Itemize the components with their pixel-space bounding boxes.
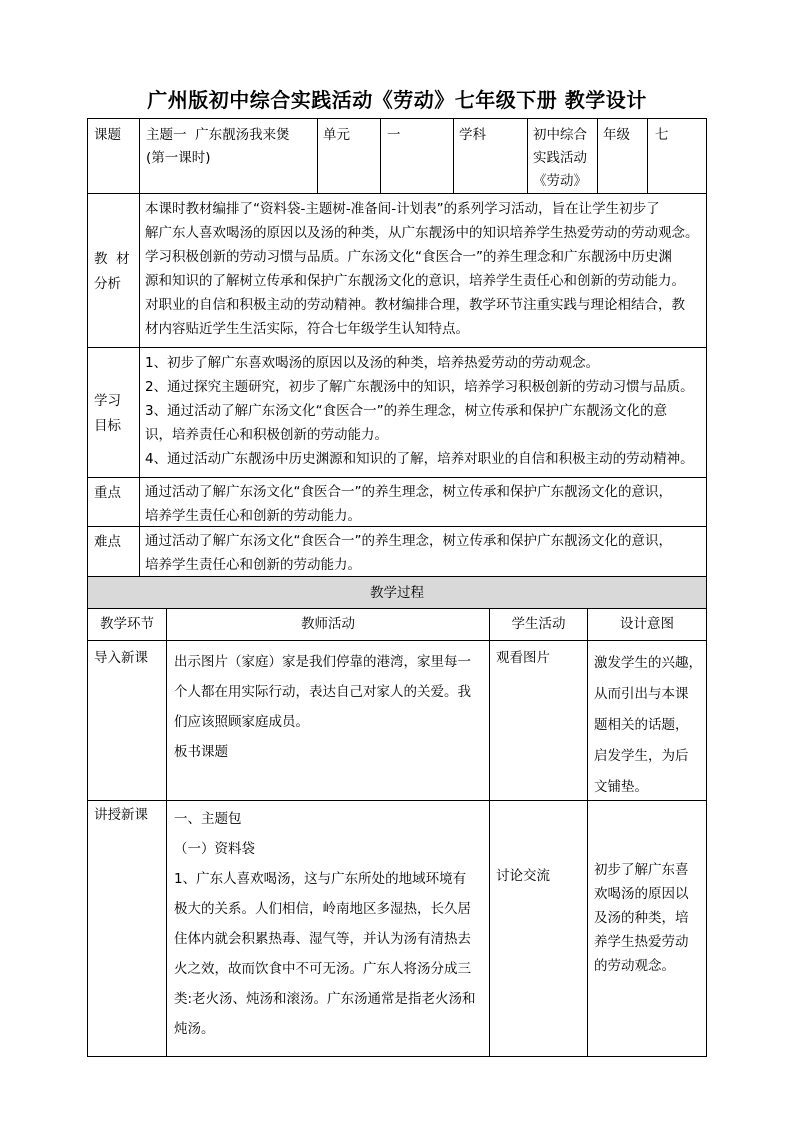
teacher-line: （一）资料袋: [174, 841, 255, 857]
key-point-line: 培养学生责任心和创新的劳动能力。: [145, 508, 361, 524]
row-divider: [87, 347, 707, 348]
teacher-line: 出示图片（家庭）家是我们停靠的港湾，家里每一: [174, 654, 471, 670]
teacher-line: 们应该照顾家庭成员。: [174, 714, 309, 730]
row-divider: [87, 477, 707, 478]
key-point-line: 通过活动了解广东汤文化“食医合一”的养生理念，树立传承和保护广东靓汤文化的意识，: [145, 484, 672, 500]
grade-value: 七: [655, 127, 669, 143]
column-header-student: 学生活动: [511, 616, 566, 632]
process-header: 教学过程: [370, 585, 424, 601]
intro-student-activity: 观看图片: [496, 650, 550, 666]
document-title: 广州版初中综合实践活动《劳动》七年级下册 教学设计: [147, 88, 647, 112]
analysis-text: [145, 197, 699, 341]
objective-line: 2、通过探究主题研究，初步了解广东靓汤中的知识，培养学习积极创新的劳动习惯与品质。: [145, 379, 694, 395]
intent-line: 从而引出与本课: [594, 686, 689, 702]
column-divider: [166, 608, 167, 1057]
key-points-label: 重点: [94, 485, 121, 501]
grade-label: 年级: [603, 127, 630, 143]
objective-line: 4、通过活动广东靓汤中历史渊源和知识的了解，培养对职业的自信和积极主动的劳动精神。: [145, 451, 694, 467]
teacher-line: 类:老火汤、炖汤和滚汤。广东汤通常是指老火汤和: [174, 991, 476, 1007]
objective-line: 1、初步了解广东喜欢喝汤的原因以及汤的种类，培养热爱劳动的劳动观念。: [145, 355, 600, 371]
intent-line: 题相关的话题，: [594, 717, 689, 733]
column-divider: [587, 608, 588, 1057]
intent-line: 激发学生的兴趣，: [594, 655, 702, 671]
intent-line: 欢喝汤的原因以: [594, 886, 689, 902]
lecture-design-intent: [594, 858, 689, 978]
difficulty-line: 培养学生责任心和创新的劳动能力。: [145, 557, 361, 573]
subject-label: 学科: [459, 127, 486, 143]
column-divider: [647, 118, 648, 193]
intent-line: 初步了解广东喜: [594, 862, 689, 878]
analysis-line: 解广东人喜欢喝汤的原因以及汤的种类，从广东靓汤中的知识培养学生热爱劳动的劳动观念。: [145, 225, 699, 241]
difficulties-label: 难点: [94, 534, 121, 550]
analysis-line: 对职业的自信和积极主动的劳动精神。教材编排合理，教学环节注重实践与理论相结合，教: [145, 297, 685, 313]
intent-line: 启发学生，为后: [594, 748, 689, 764]
column-divider: [453, 118, 454, 193]
row-divider: [87, 193, 707, 194]
column-divider: [489, 608, 490, 1057]
column-divider: [527, 118, 528, 193]
row-divider: [87, 640, 707, 641]
analysis-line: 材内容贴近学生生活实际，符合七年级学生认知特点。: [145, 321, 469, 337]
teacher-line: 一、主题包: [174, 811, 242, 827]
objectives-label: 目标: [94, 418, 121, 434]
unit-value: 一: [387, 127, 401, 143]
teacher-line: 住体内就会积累热毒、湿气等，并认为汤有清热去: [174, 931, 471, 947]
course-label: 课题: [94, 127, 121, 143]
column-divider: [597, 118, 598, 193]
subject-value-line: 初中综合: [533, 127, 587, 143]
intent-line: 文铺垫。: [594, 779, 648, 795]
teacher-line: 个人都在用实际行动，表达自己对家人的关爱。我: [174, 684, 471, 700]
analysis-line: 源和知识的了解树立传承和保护广东靓汤文化的意识，培养学生责任心和创新的劳动能力。: [145, 273, 685, 289]
teacher-line: 板书课题: [174, 744, 228, 760]
key-points-text: [145, 480, 672, 528]
objectives-label: 学习: [94, 393, 121, 409]
column-header-stage: 教学环节: [100, 616, 154, 632]
course-session: (第一课时): [146, 150, 211, 166]
intent-line: 及汤的种类，培: [594, 910, 689, 926]
analysis-label: 分析: [94, 276, 121, 292]
teacher-line: 1、广东人喜欢喝汤，这与广东所处的地域环境有: [174, 871, 467, 887]
lecture-teacher-activity: [174, 804, 476, 1044]
teacher-line: 极大的关系。人们相信，岭南地区多湿热，长久居: [174, 901, 471, 917]
analysis-line: 本课时教材编排了“资料袋-主题树-准备间-计划表”的系列学习活动，旨在让学生初步了: [145, 201, 660, 217]
column-divider: [380, 118, 381, 193]
objective-line: 3、通过活动了解广东汤文化“食医合一”的养生理念，树立传承和保护广东靓汤文化的意: [145, 403, 668, 419]
difficulty-line: 通过活动了解广东汤文化“食医合一”的养生理念，树立传承和保护广东靓汤文化的意识，: [145, 533, 672, 549]
intro-design-intent: [594, 648, 702, 803]
course-title: 主题一 广东靓汤我来煲: [146, 127, 290, 143]
difficulties-text: [145, 529, 672, 577]
column-header-intent: 设计意图: [620, 616, 674, 632]
teacher-line: 炖汤。: [174, 1021, 215, 1037]
analysis-line: 学习积极创新的劳动习惯与品质。广东汤文化“食医合一”的养生理念和广东靓汤中历史渊: [145, 249, 672, 265]
column-divider: [139, 118, 140, 576]
intent-line: 养学生热爱劳动: [594, 934, 689, 950]
subject-value-line: 《劳动》: [533, 173, 587, 189]
lecture-student-activity: 讨论交流: [496, 868, 550, 884]
unit-label: 单元: [323, 127, 350, 143]
analysis-label: 教 材: [94, 251, 130, 267]
stage-lecture: 讲授新课: [94, 807, 148, 823]
intro-teacher-activity: [174, 647, 471, 767]
teacher-line: 火之效，故而饮食中不可无汤。广东人将汤分成三: [174, 961, 471, 977]
column-divider: [317, 118, 318, 193]
row-divider: [87, 608, 707, 609]
subject-value-line: 实践活动: [533, 150, 587, 166]
objective-line: 识，培养责任心和积极创新的劳动能力。: [145, 427, 388, 443]
objectives-text: [145, 351, 694, 471]
intent-line: 的劳动观念。: [594, 958, 675, 974]
stage-intro: 导入新课: [94, 650, 148, 666]
column-header-teacher: 教师活动: [301, 616, 355, 632]
